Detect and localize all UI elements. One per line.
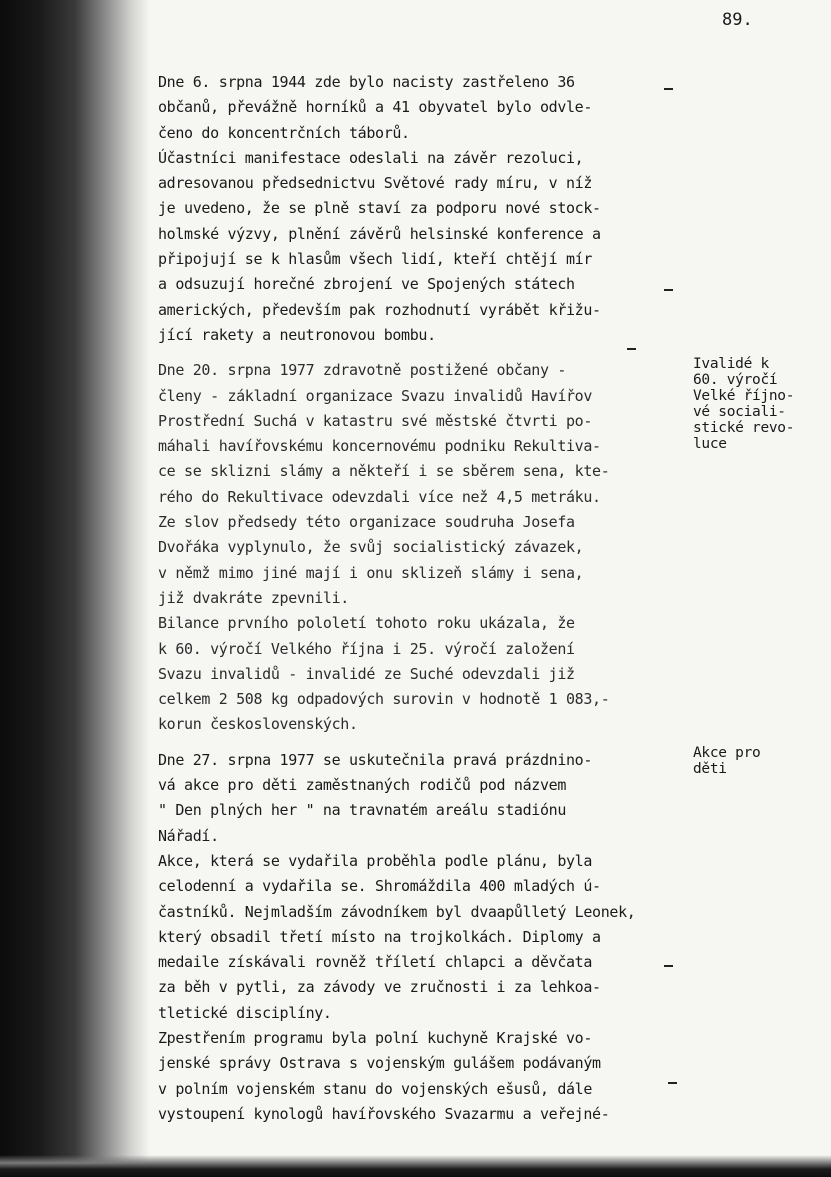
margin-note-invalids: Ivalidé k 60. výročí Velké říjno- vé sociali- stické revo- luce bbox=[693, 356, 795, 452]
paragraph-children-games-day: Dne 27. srpna 1977 se uskutečnila pravá prázdnino- vá akce pro děti zaměstnaných rodičů pod názvem " Den plných her " na travnatém areálu stadiónu Nářadí. Akce, která se vydařila proběhla podle plánu, byla celodenní a vydařila se. Shromáždila 400 mladých ú- častníků. Nejmladším závodníkem byl dvaapůlletý Leonek, který obsadil třetí místo na trojkolkách. Diplomy a medaile získávali rovněž tříletí chlapci a děvčata za běh v pytli, za závody ve zručnosti i za lehkoa- tletické disciplíny. Zpestřením programu byla polní kuchyně Krajské vo- jenské správy Ostrava s vojenským gulášem podávaným v polním vojenském stanu do vojenských ešusů, dále vystoupení kynologů havířovského Svazarmu a veřejné- bbox=[158, 750, 636, 1123]
paragraph-gap bbox=[158, 348, 688, 358]
paragraph-gap bbox=[158, 738, 688, 748]
margin-note-children: Akce pro děti bbox=[693, 745, 761, 777]
tick-mark bbox=[664, 88, 673, 90]
tick-mark bbox=[664, 965, 673, 967]
tick-mark bbox=[664, 289, 673, 291]
paragraph-invalids-harvest: Dne 20. srpna 1977 zdravotně postižené občany - členy - základní organizace Svazu invalidů Havířov Prostřední Suchá v katastru své městské čtvrti po- máhali havířovskému koncernovému podniku Rekultiva- ce se sklizni slámy a někteří i se sběrem sena, kte- rého do Rekultivace odevzdali více než 4,5 metráku. Ze slov předsedy této organizace soudruha Josefa Dvořáka vyplynulo, že svůj socialistický závazek, v němž mimo jiné mají i onu sklizeň slámy i sena, již dvakráte zpevnili. Bilance prvního pololetí tohoto roku ukázala, že k 60. výročí Velkého října i 25. výročí založení Svazu invalidů - invalidé ze Suché odevzdali již celkem 2 508 kg odpadových surovin v hodnotě 1 083,- korun československých. bbox=[158, 361, 610, 734]
binding-shadow bbox=[0, 0, 150, 1177]
bottom-scan-edge bbox=[0, 1155, 831, 1177]
page-number: 89. bbox=[722, 10, 753, 30]
tick-mark bbox=[668, 1082, 677, 1084]
main-text-column bbox=[158, 70, 688, 1127]
paragraph-nazi-victims-resolution: Dne 6. srpna 1944 zde bylo nacisty zastřeleno 36 občanů, převážně horníků a 41 obyvatel bylo odvle- čeno do koncentrčních táborů. Účastníci manifestace odeslali na závěr rezoluci, adresovanou předsednictvu Světové rady míru, v níž je uvedeno, že se plně staví za podporu nové stock- holmské výzvy, plnění závěrů helsinské konference a připojují se k hlasům všech lidí, kteří chtějí mír a odsuzují horečné zbrojení ve Spojených státech amerických, především pak rozhodnutí vyrábět křižu- jící rakety a neutronovou bombu. bbox=[158, 73, 601, 344]
tick-mark bbox=[627, 348, 636, 350]
